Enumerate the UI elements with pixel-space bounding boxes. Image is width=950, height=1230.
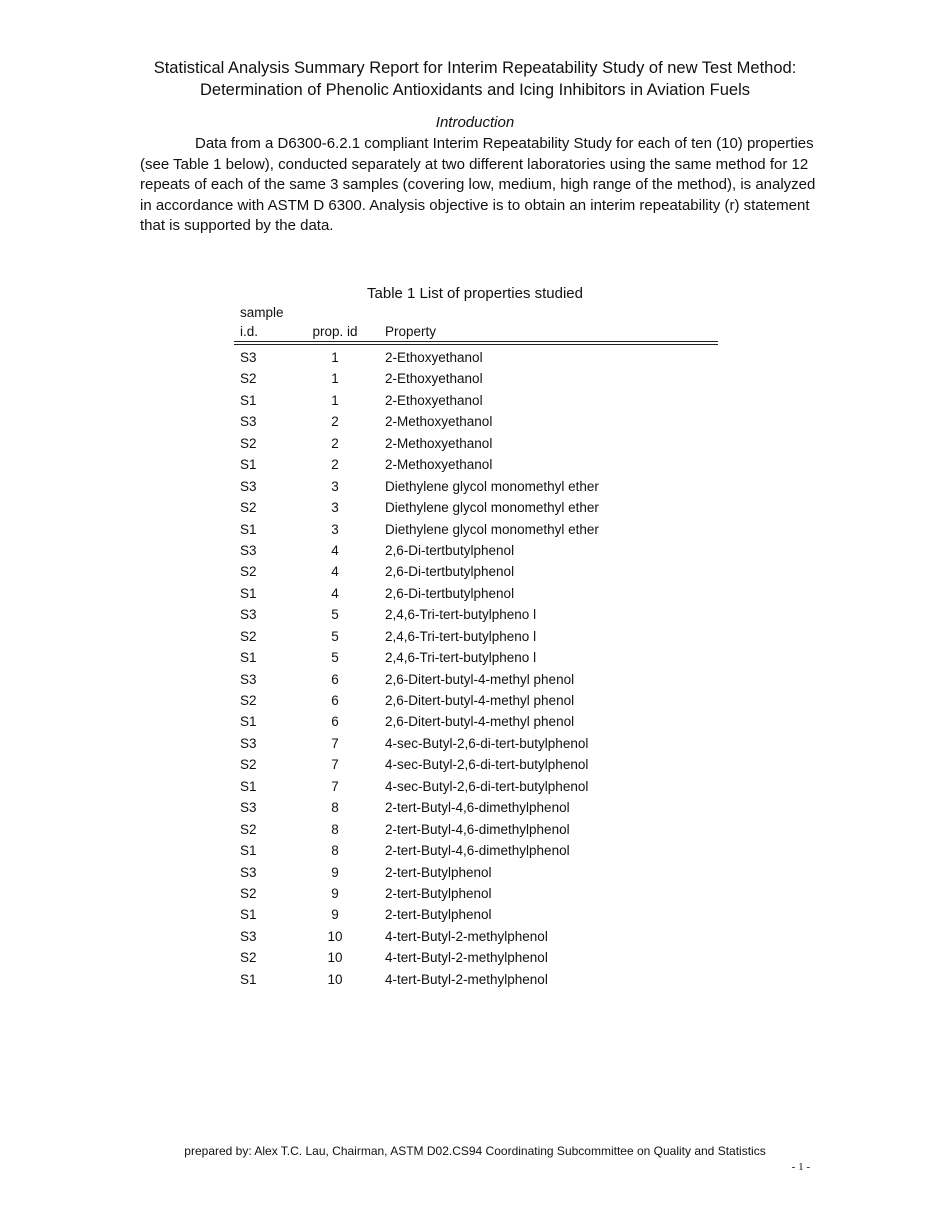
prop-id-cell: 6 bbox=[331, 671, 339, 687]
property-name-cell: 4-sec-Butyl-2,6-di-tert-butylphenol bbox=[385, 757, 589, 773]
prop-id-cell: 2 bbox=[331, 435, 339, 451]
report-title-line-1: Statistical Analysis Summary Report for Interim Repeatability Study of new Test Method: bbox=[153, 59, 797, 77]
page-number: - 1 - bbox=[791, 1161, 810, 1173]
property-name-cell: 2-Methoxyethanol bbox=[385, 414, 493, 430]
prepared-by-footer: prepared by: Alex T.C. Lau, Chairman, ASTM D02.CS94 Coordinating Subcommittee on Quality and Statistics bbox=[184, 1144, 766, 1158]
column-header-prop-id: prop. id bbox=[312, 324, 358, 339]
prop-id-cell: 8 bbox=[331, 800, 339, 816]
sample-id-cell: S3 bbox=[240, 800, 257, 816]
table-row bbox=[240, 540, 720, 561]
introduction-heading: Introduction bbox=[435, 114, 515, 131]
table-row bbox=[240, 904, 720, 925]
prop-id-cell: 5 bbox=[331, 607, 339, 623]
property-name-cell: 2,4,6-Tri-tert-butylpheno l bbox=[385, 650, 537, 666]
property-name-cell: 2,6-Di-tertbutylphenol bbox=[385, 585, 515, 601]
header-rule-top bbox=[234, 341, 718, 342]
property-name-cell: 2,4,6-Tri-tert-butylpheno l bbox=[385, 607, 537, 623]
sample-id-cell: S2 bbox=[240, 500, 257, 516]
property-name-cell: 2-Ethoxyethanol bbox=[385, 392, 483, 408]
table-row bbox=[240, 476, 720, 497]
property-name-cell: 2-tert-Butylphenol bbox=[385, 907, 492, 923]
introduction-paragraph bbox=[140, 134, 820, 237]
property-name-cell: 4-sec-Butyl-2,6-di-tert-butylphenol bbox=[385, 778, 589, 794]
sample-id-cell: S2 bbox=[240, 435, 257, 451]
table-row bbox=[240, 819, 720, 840]
prop-id-cell: 5 bbox=[331, 650, 339, 666]
table-row bbox=[240, 497, 720, 518]
sample-id-cell: S1 bbox=[240, 714, 257, 730]
property-name-cell: 2-tert-Butylphenol bbox=[385, 885, 492, 901]
property-name-cell: 4-tert-Butyl-2-methylphenol bbox=[385, 928, 548, 944]
prop-id-cell: 10 bbox=[327, 928, 343, 944]
prop-id-cell: 6 bbox=[331, 714, 339, 730]
sample-id-cell: S1 bbox=[240, 585, 257, 601]
sample-id-cell: S1 bbox=[240, 778, 257, 794]
table-row bbox=[240, 626, 720, 647]
table-row bbox=[240, 690, 720, 711]
sample-id-cell: S1 bbox=[240, 650, 257, 666]
property-name-cell: 2-tert-Butyl-4,6-dimethylphenol bbox=[385, 843, 570, 859]
sample-id-cell: S1 bbox=[240, 907, 257, 923]
prop-id-cell: 9 bbox=[331, 864, 339, 880]
sample-id-cell: S2 bbox=[240, 757, 257, 773]
prop-id-cell: 6 bbox=[331, 693, 339, 708]
sample-id-cell: S2 bbox=[240, 628, 257, 644]
property-name-cell: Diethylene glycol monomethyl ether bbox=[385, 500, 599, 516]
prop-id-cell: 1 bbox=[331, 350, 339, 365]
column-header-sample-line-1: sample bbox=[240, 305, 284, 320]
property-name-cell: 2-Methoxyethanol bbox=[385, 435, 493, 451]
prop-id-cell: 7 bbox=[331, 778, 339, 794]
table-row bbox=[240, 433, 720, 454]
sample-id-cell: S2 bbox=[240, 371, 257, 387]
sample-id-cell: S2 bbox=[240, 821, 257, 837]
prop-id-cell: 2 bbox=[331, 457, 339, 473]
table-row bbox=[240, 926, 720, 947]
property-name-cell: 2-tert-Butyl-4,6-dimethylphenol bbox=[385, 800, 570, 816]
prop-id-cell: 2 bbox=[331, 414, 339, 430]
table-row bbox=[240, 969, 720, 990]
property-name-cell: 2-Methoxyethanol bbox=[385, 457, 493, 473]
property-name-cell: 2,6-Di-tertbutylphenol bbox=[385, 542, 515, 558]
table-row bbox=[240, 647, 720, 668]
table-row bbox=[240, 754, 720, 775]
property-name-cell: 2,4,6-Tri-tert-butylpheno l bbox=[385, 628, 537, 644]
prop-id-cell: 10 bbox=[327, 971, 343, 987]
property-name-cell: 2-tert-Butyl-4,6-dimethylphenol bbox=[385, 821, 570, 837]
sample-id-cell: S1 bbox=[240, 521, 257, 537]
sample-id-cell: S3 bbox=[240, 864, 257, 880]
properties-table-body bbox=[240, 347, 720, 990]
table-row bbox=[240, 947, 720, 968]
sample-id-cell: S1 bbox=[240, 457, 257, 473]
prop-id-cell: 4 bbox=[331, 542, 339, 558]
sample-id-cell: S1 bbox=[240, 392, 257, 408]
table-row bbox=[240, 583, 720, 604]
prop-id-cell: 4 bbox=[331, 585, 339, 601]
table-row bbox=[240, 776, 720, 797]
column-header-property: Property bbox=[385, 324, 437, 339]
table-row bbox=[240, 862, 720, 883]
property-name-cell: 4-tert-Butyl-2-methylphenol bbox=[385, 950, 548, 966]
property-name-cell: 2,6-Di-tertbutylphenol bbox=[385, 564, 515, 580]
prop-id-cell: 9 bbox=[331, 885, 339, 901]
introduction-text: Data from a D6300-6.2.1 compliant Interim Repeatability Study for each of ten (10) properties (see Table 1 below), conducted separately at two different laboratories using the same method for 12 repeats of each of the same 3 samples (covering low, medium, high range of the method), is analyzed in accordance with ASTM D 6300. Analysis objective is to obtain an interim repeatability (r) statement that is supported by the data. bbox=[140, 135, 816, 235]
sample-id-cell: S1 bbox=[240, 971, 257, 987]
property-name-cell: 2,6-Ditert-butyl-4-methyl phenol bbox=[385, 714, 575, 730]
property-name-cell: 2-tert-Butylphenol bbox=[385, 864, 492, 880]
property-name-cell: 2,6-Ditert-butyl-4-methyl phenol bbox=[385, 671, 575, 687]
table-caption: Table 1 List of properties studied bbox=[367, 285, 583, 302]
table-row bbox=[240, 411, 720, 432]
table-row bbox=[240, 561, 720, 582]
table-row bbox=[240, 347, 720, 368]
sample-id-cell: S3 bbox=[240, 607, 257, 623]
header-rule-bottom bbox=[234, 344, 718, 345]
table-row bbox=[240, 883, 720, 904]
prop-id-cell: 10 bbox=[327, 950, 343, 966]
prop-id-cell: 8 bbox=[331, 821, 339, 837]
prop-id-cell: 4 bbox=[331, 564, 339, 580]
prop-id-cell: 1 bbox=[331, 392, 339, 408]
property-name-cell: 2-Ethoxyethanol bbox=[385, 371, 483, 387]
prop-id-cell: 7 bbox=[331, 757, 339, 773]
table-row bbox=[240, 368, 720, 389]
prop-id-cell: 7 bbox=[331, 735, 339, 751]
sample-id-cell: S3 bbox=[240, 350, 257, 365]
property-name-cell: Diethylene glycol monomethyl ether bbox=[385, 478, 599, 494]
sample-id-cell: S3 bbox=[240, 414, 257, 430]
prop-id-cell: 3 bbox=[331, 500, 339, 516]
sample-id-cell: S3 bbox=[240, 478, 257, 494]
sample-id-cell: S1 bbox=[240, 843, 257, 859]
prop-id-cell: 9 bbox=[331, 907, 339, 923]
table-row bbox=[240, 711, 720, 732]
sample-id-cell: S2 bbox=[240, 693, 257, 708]
table-row bbox=[240, 733, 720, 754]
prop-id-cell: 1 bbox=[331, 371, 339, 387]
property-name-cell: 4-tert-Butyl-2-methylphenol bbox=[385, 971, 548, 987]
prop-id-cell: 3 bbox=[331, 521, 339, 537]
property-name-cell: 4-sec-Butyl-2,6-di-tert-butylphenol bbox=[385, 735, 589, 751]
prop-id-cell: 3 bbox=[331, 478, 339, 494]
sample-id-cell: S3 bbox=[240, 671, 257, 687]
table-row bbox=[240, 454, 720, 475]
column-header-sample-line-2: i.d. bbox=[240, 324, 259, 339]
property-name-cell: 2-Ethoxyethanol bbox=[385, 350, 483, 365]
table-row bbox=[240, 604, 720, 625]
sample-id-cell: S2 bbox=[240, 885, 257, 901]
sample-id-cell: S2 bbox=[240, 564, 257, 580]
sample-id-cell: S2 bbox=[240, 950, 257, 966]
prop-id-cell: 5 bbox=[331, 628, 339, 644]
table-row bbox=[240, 797, 720, 818]
property-name-cell: 2,6-Ditert-butyl-4-methyl phenol bbox=[385, 693, 575, 708]
report-title-line-2: Determination of Phenolic Antioxidants and Icing Inhibitors in Aviation Fuels bbox=[199, 81, 751, 99]
property-name-cell: Diethylene glycol monomethyl ether bbox=[385, 521, 599, 537]
table-row bbox=[240, 840, 720, 861]
table-row bbox=[240, 390, 720, 411]
table-row bbox=[240, 519, 720, 540]
sample-id-cell: S3 bbox=[240, 928, 257, 944]
sample-id-cell: S3 bbox=[240, 735, 257, 751]
prop-id-cell: 8 bbox=[331, 843, 339, 859]
sample-id-cell: S3 bbox=[240, 542, 257, 558]
table-row bbox=[240, 669, 720, 690]
